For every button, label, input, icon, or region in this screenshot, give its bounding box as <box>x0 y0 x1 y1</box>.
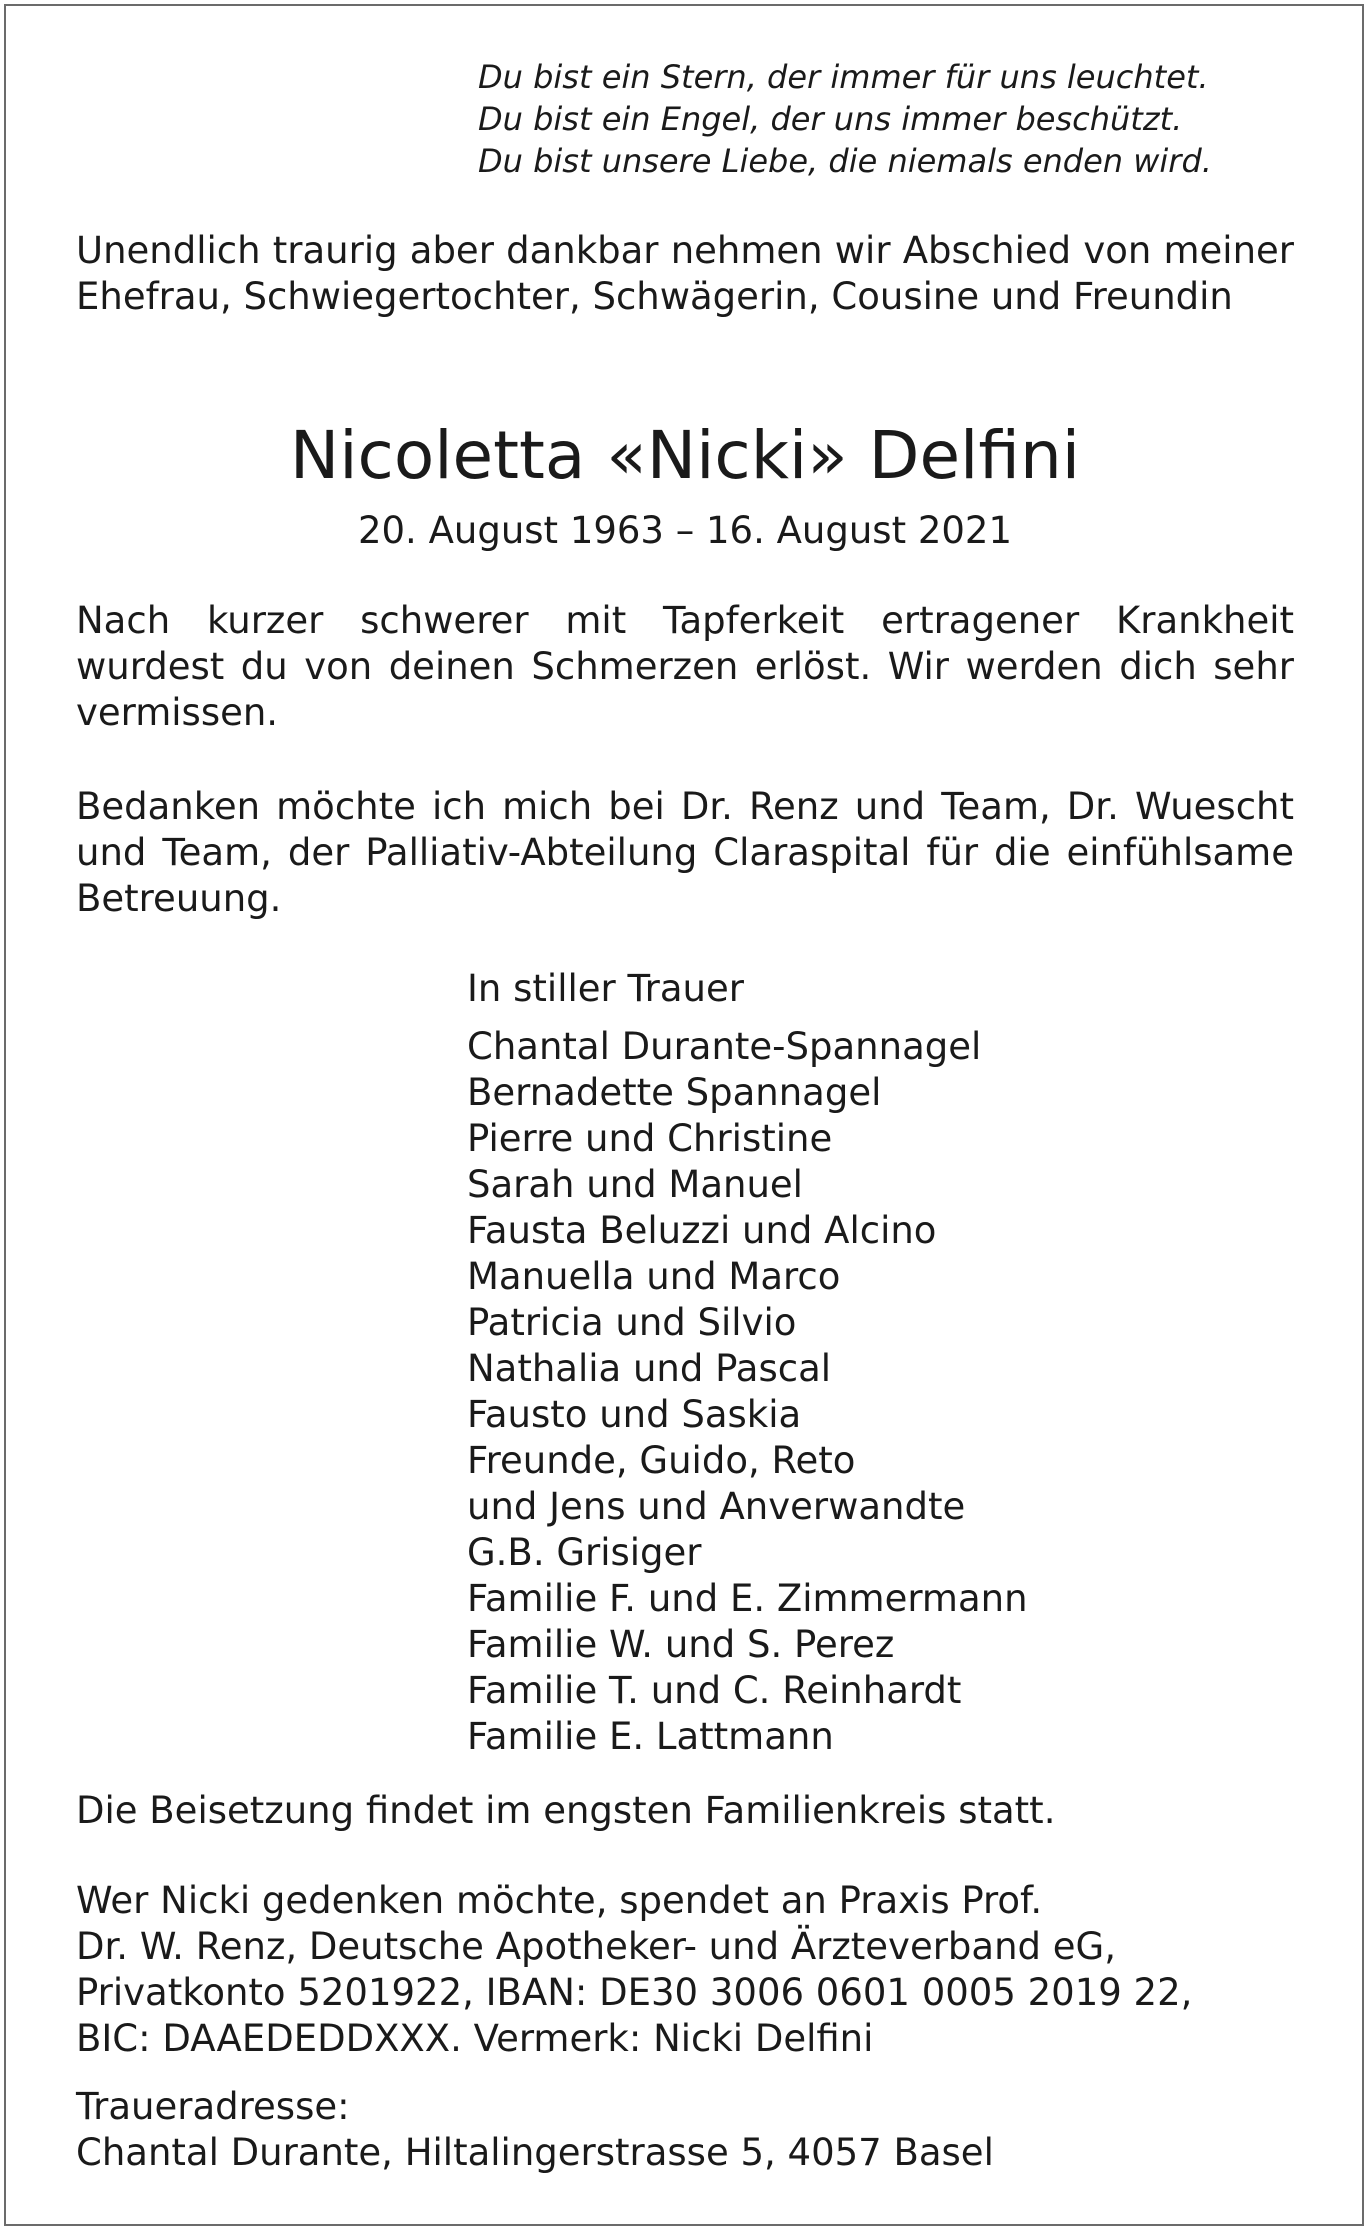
mourners-list <box>467 966 1307 1760</box>
motto-line: Du bist unsere Liebe, die niemals enden wird. <box>478 142 1212 180</box>
mourner-name: Familie W. und S. Perez <box>467 1623 895 1666</box>
donation-line: Privatkonto 5201922, IBAN: DE30 3006 0601 0005 2019 22, <box>76 1971 1193 2014</box>
mourning-intro: In stiller Trauer <box>467 967 744 1010</box>
mourner-name: G.B. Grisiger <box>467 1531 702 1574</box>
deceased-name: Nicoletta «Nicki» Delfini <box>289 417 1081 494</box>
mourner-name: und Jens und Anverwandte <box>467 1485 966 1528</box>
mourner-name: Chantal Durante-Spannagel <box>467 1025 982 1068</box>
donation-line: Wer Nicki gedenken möchte, spendet an Praxis Prof. <box>76 1879 1043 1922</box>
mourner-name: Familie T. und C. Reinhardt <box>467 1669 962 1712</box>
mourner-name: Patricia und Silvio <box>467 1301 797 1344</box>
mourner-name: Pierre und Christine <box>467 1117 833 1160</box>
illness-paragraph: Nach kurzer schwerer mit Tapferkeit ertragener Krankheit wurdest du von deinen Schmerzen erlöst. Wir werden dich sehr vermissen. <box>76 599 1294 734</box>
mourner-name: Sarah und Manuel <box>467 1163 803 1206</box>
mourner-name: Manuella und Marco <box>467 1255 841 1298</box>
burial-text: Die Beisetzung findet im engsten Familienkreis statt. <box>76 1789 1056 1832</box>
donation-line: BIC: DAAEDEDDXXX. Vermerk: Nicki Delfini <box>76 2017 874 2060</box>
motto-line: Du bist ein Stern, der immer für uns leuchtet. <box>478 58 1209 96</box>
life-dates: 20. August 1963 – 16. August 2021 <box>357 509 1013 552</box>
mourner-name: Familie F. und E. Zimmermann <box>467 1577 1028 1620</box>
address-label: Traueradresse: <box>76 2085 350 2128</box>
mourner-name: Fausto und Saskia <box>467 1393 802 1436</box>
motto-verse <box>478 56 1298 182</box>
burial-note <box>76 1788 1294 1834</box>
donation-line: Dr. W. Renz, Deutsche Apotheker- und Ärzteverband eG, <box>76 1925 1116 1968</box>
mourner-name: Nathalia und Pascal <box>467 1347 832 1390</box>
motto-line: Du bist ein Engel, der uns immer beschützt. <box>478 100 1183 138</box>
donation-block <box>76 1878 1294 2062</box>
address-text: Chantal Durante, Hiltalingerstrasse 5, 4057 Basel <box>76 2131 994 2174</box>
mourner-name: Fausta Beluzzi und Alcino <box>467 1209 937 1252</box>
thanks-paragraph: Bedanken möchte ich mich bei Dr. Renz und Team, Dr. Wuescht und Team, der Palliativ-Abteilung Claraspital für die einfühlsame Betreuung. <box>76 785 1294 920</box>
mourner-name: Bernadette Spannagel <box>467 1071 882 1114</box>
mourner-name: Familie E. Lattmann <box>467 1715 834 1758</box>
mourning-address <box>76 2084 1294 2176</box>
intro-paragraph: Unendlich traurig aber dankbar nehmen wir Abschied von meiner Ehefrau, Schwiegertochter, Schwägerin, Cousine und Freundin <box>76 229 1294 318</box>
mourner-name: Freunde, Guido, Reto <box>467 1439 856 1482</box>
